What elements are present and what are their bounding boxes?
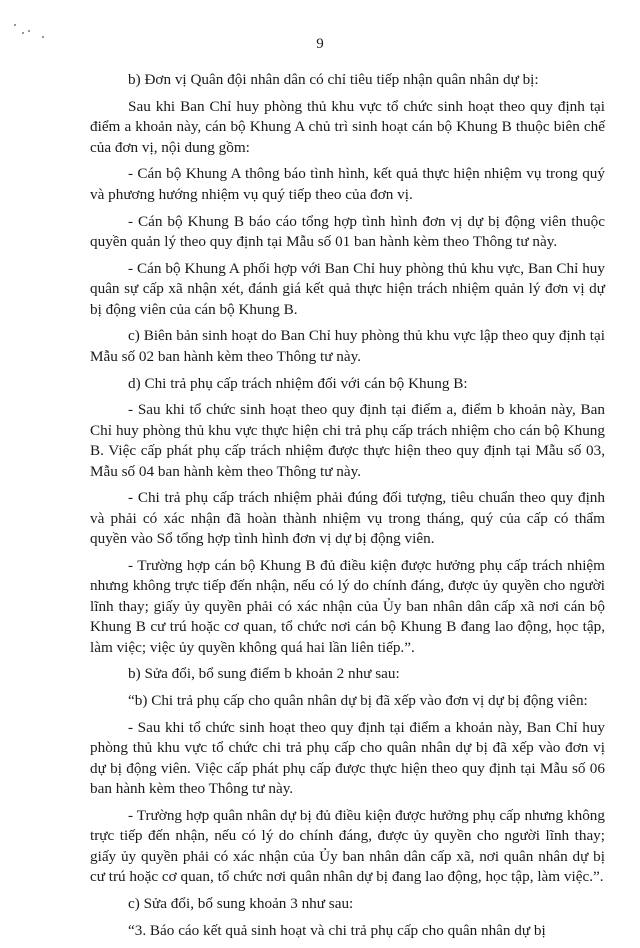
paragraph: d) Chi trả phụ cấp trách nhiệm đối với cán bộ Khung B: [128, 374, 468, 392]
paragraph: - Cán bộ Khung A thông báo tình hình, kết quả thực hiện nhiệm vụ trong quý và phương hướng nhiệm vụ quý tiếp theo của đơn vị. [90, 165, 605, 203]
paragraph: - Sau khi tổ chức sinh hoạt theo quy định tại điểm a, điểm b khoản này, Ban Chỉ huy phòng thủ khu vực thực hiện chi trả phụ cấp trách nhiệm cho cán bộ Khung B. Việc cấp phát phụ cấp trách nhiệm được thực hiện theo quy định tại Mẫu số 03, Mẫu số 04 ban hành kèm theo Thông tư này. [90, 401, 605, 480]
paragraph: c) Biên bản sinh hoạt do Ban Chỉ huy phòng thủ khu vực lập theo quy định tại Mẫu số 02 ban hành kèm theo Thông tư này. [90, 327, 605, 365]
paragraph: - Sau khi tổ chức sinh hoạt theo quy định tại điểm a khoản này, Ban Chỉ huy phòng thủ khu vực tổ chức chi trả phụ cấp cho quân nhân dự bị đã xếp vào đơn vị dự bị động viên. Việc cấp phát phụ cấp được thực hiện theo quy định tại Mẫu số 06 ban hành kèm theo Thông tư này. [90, 719, 605, 798]
paragraph: “b) Chi trả phụ cấp cho quân nhân dự bị đã xếp vào đơn vị dự bị động viên: [128, 692, 588, 710]
paragraph: - Cán bộ Khung A phối hợp với Ban Chỉ huy phòng thủ khu vực, Ban Chỉ huy quân sự cấp xã nhận xét, đánh giá kết quả thực hiện trách nhiệm quản lý đơn vị dự bị động viên của cán bộ Khung B. [90, 259, 605, 318]
paragraph: b) Sửa đổi, bổ sung điểm b khoản 2 như sau: [128, 665, 400, 683]
paragraph: c) Sửa đổi, bổ sung khoản 3 như sau: [128, 895, 354, 913]
paragraph: - Cán bộ Khung B báo cáo tổng hợp tình hình đơn vị dự bị động viên thuộc quyền quản lý theo quy định tại Mẫu số 01 ban hành kèm theo Thông tư này. [90, 212, 605, 251]
paragraph: - Trường hợp cán bộ Khung B đủ điều kiện được hưởng phụ cấp trách nhiệm nhưng không trực tiếp đến nhận, nếu có lý do chính đáng, được ủy quyền cho người lĩnh thay; giấy ủy quyền phải có xác nhận của Ủy ban nhân dân cấp xã nơi cán bộ Khung B cư trú hoặc cơ quan, tổ chức nơi cán bộ Khung B đang lao động, học tập, làm việc; việc ủy quyền không quá hai lần liên tiếp.”. [90, 557, 605, 656]
paragraph: b) Đơn vị Quân đội nhân dân có chỉ tiêu tiếp nhận quân nhân dự bị: [128, 71, 539, 88]
document-body [90, 70, 605, 948]
page-number: 9 [316, 36, 324, 52]
paragraph: - Trường hợp quân nhân dự bị đủ điều kiện được hưởng phụ cấp nhưng không trực tiếp đến nhận, nếu có lý do chính đáng, được ủy quyền cho người lĩnh thay; giấy ủy quyền phải có xác nhận của Ủy ban nhân dân cấp xã, nơi quân nhân dự bị cư trú hoặc cơ quan, tổ chức nơi quân nhân dự bị đang lao động, học tập, làm việc.”. [90, 807, 605, 886]
paragraph: Sau khi Ban Chỉ huy phòng thủ khu vực tổ chức sinh hoạt theo quy định tại điểm a khoản này, cán bộ Khung A chủ trì sinh hoạt cán bộ Khung B thuộc biên chế của đơn vị, nội dung gồm: [90, 97, 605, 156]
paragraph: “3. Báo cáo kết quả sinh hoạt và chi trả phụ cấp cho quân nhân dự bị [128, 921, 546, 939]
paragraph: - Chi trả phụ cấp trách nhiệm phải đúng đối tượng, tiêu chuẩn theo quy định và phải có xác nhận đã hoàn thành nhiệm vụ trong tháng, quý của cấp có thẩm quyền vào Sổ tổng hợp tình hình đơn vị dự bị động viên. [90, 489, 605, 548]
